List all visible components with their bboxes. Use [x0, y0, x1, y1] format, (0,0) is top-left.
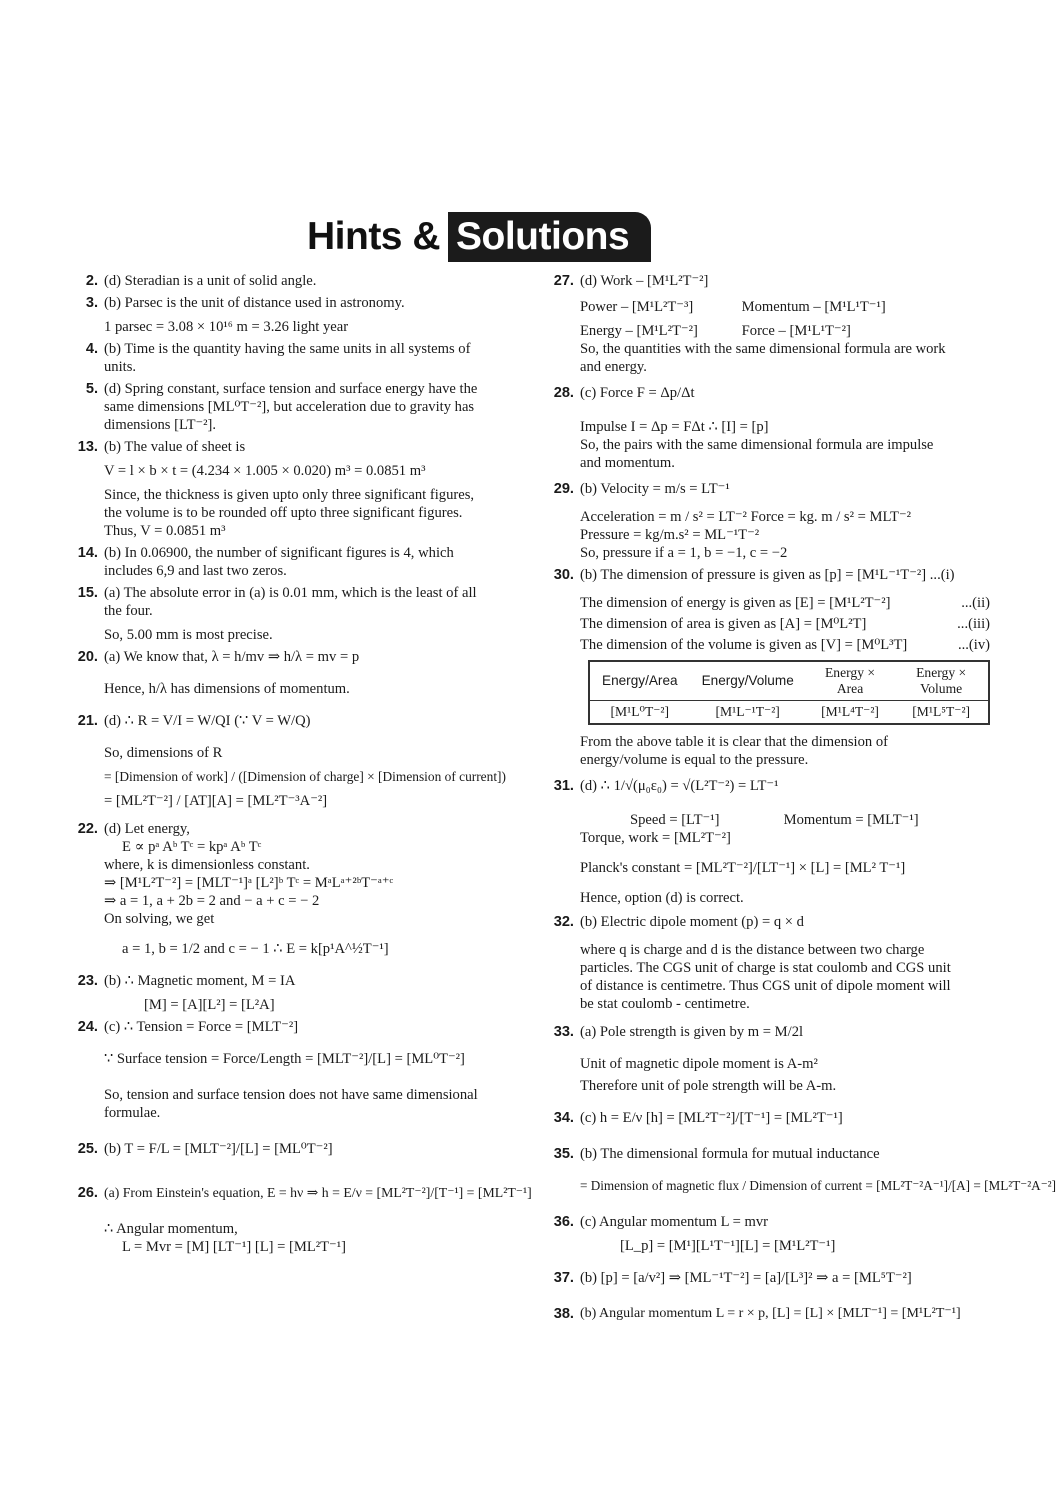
- solution-2: 2. (d) Steradian is a unit of solid angle.: [85, 273, 317, 289]
- solution-28: 28. (c) Force F = Δp/Δt Impulse I = Δp = FΔt ∴ [I] = [p] So, the pairs with the same dimensional formula are impulse and momentum.: [553, 385, 934, 471]
- solution-32: 32. (b) Electric dipole moment (p) = q × d where q is charge and d is the distance between two charge particles. The CGS unit of charge is stat coulomb and CGS unit of distance is centimetre. Thus CGS unit of dipole moment will be stat coulomb - centimetre.: [553, 914, 951, 1012]
- table-row: [589, 701, 989, 725]
- solution-3: 3. (b) Parsec is the unit of distance used in astronomy. 1 parsec = 3.08 × 10¹⁶ m = 3.26 light year: [85, 295, 405, 335]
- solution-5: 5. (d) Spring constant, surface tension and surface energy have the same dimensions [ML⁰T⁻²], but acceleration due to gravity has dimensions [LT⁻²].: [85, 381, 478, 433]
- solution-14: 14. (b) In 0.06900, the number of significant figures is 4, which includes 6,9 and last two zeros.: [77, 545, 454, 579]
- solution-25: 25. (b) T = F/L = [MLT⁻²]/[L] = [ML⁰T⁻²]: [77, 1141, 333, 1157]
- table-header: Energy/Volume: [690, 661, 806, 701]
- table-cell: [M¹L⁴T⁻²]: [821, 704, 879, 719]
- solution-29: 29. (b) Velocity = m/s = LT⁻¹ Acceleration = m / s² = LT⁻² Force = kg. m / s² = MLT⁻² Pressure = kg/m.s² = ML⁻¹T⁻² So, pressure if a = 1, b = −1, c = −2: [553, 481, 912, 561]
- solution-37: 37. (b) [p] = [a/v²] ⇒ [ML⁻¹T⁻²] = [a]/[L³]² ⇒ a = [ML⁵T⁻²]: [553, 1270, 912, 1286]
- title-part2: Solutions: [448, 212, 651, 262]
- solution-13: 13. (b) The value of sheet is V = l × b × t = (4.234 × 1.005 × 0.020) m³ = 0.0851 m³ Since, the thickness is given upto only three significant figures, the volume is to be rounded off upto three significant figures. Thus, V = 0.0851 m³: [77, 439, 475, 539]
- left-column: [72, 272, 532, 1260]
- solution-15: 15. (a) The absolute error in (a) is 0.01 mm, which is the least of all the four. So, 5.00 mm is most precise.: [77, 585, 477, 643]
- solution-24: 24. (c) ∴ Tension = Force = [MLT⁻²] ∵ Surface tension = Force/Length = [MLT⁻²]/[L] = [ML⁰T⁻²] So, tension and surface tension does not have same dimensional formulae.: [77, 1019, 478, 1121]
- solution-33: 33. (a) Pole strength is given by m = M/2l Unit of magnetic dipole moment is A-m² Therefore unit of pole strength will be A-m.: [553, 1024, 837, 1094]
- solution-34: 34. (c) h = E/ν [h] = [ML²T⁻²]/[T⁻¹] = [ML²T⁻¹]: [553, 1110, 843, 1126]
- solution-20: 20. (a) We know that, λ = h/mv ⇒ h/λ = mv = p Hence, h/λ has dimensions of momentum.: [77, 649, 360, 697]
- solution-22: 22. (d) Let energy, E ∝ pᵃ Aᵇ Tᶜ = kpᵃ Aᵇ Tᶜ where, k is dimensionless constant. ⇒ [M¹L²T⁻²] = [MLT⁻¹]ᵃ [L²]ᵇ Tᶜ = MᵃLᵃ⁺²ᵇT⁻ᵃ⁺ᶜ ⇒ a = 1, a + 2b = 2 and − a + c = − 2 On solving, we get a = 1, b = 1/2 and c = − 1 ∴ E = k[p¹A^½T⁻¹]: [77, 821, 394, 957]
- solution-38: 38. (b) Angular momentum L = r × p, [L] = [L] × [MLT⁻¹] = [M¹L²T⁻¹]: [553, 1306, 961, 1322]
- solution-21: 21. (d) ∴ R = V/I = W/QI (∵ V = W/Q) So, dimensions of R = [Dimension of work] / ([Dimension of charge] × [Dimension of current]) = [ML²T⁻²] / [AT][A] = [ML²T⁻³A⁻²]: [77, 713, 506, 809]
- right-column: [548, 272, 1056, 1327]
- solution-27: 27. (d) Work – [M¹L²T⁻²] Power – [M¹L²T⁻³] Momentum – [M¹L¹T⁻¹] Energy – [M¹L²T⁻²] Force – [M¹L¹T⁻²] So, the quantities with the same dimensional formula are work and energy.: [553, 273, 946, 375]
- solution-36: 36. (c) Angular momentum L = mvr [L_p] = [M¹][L¹T⁻¹][L] = [M¹L²T⁻¹]: [553, 1214, 836, 1254]
- solution-31: 31. (d) ∴ 1/√(μ₀ε₀) = √(L²T⁻²) = LT⁻¹ Speed = [LT⁻¹] Momentum = [MLT⁻¹] Torque, work = [ML²T⁻²] Planck's constant = [ML²T⁻²]/[LT⁻¹] × [L] = [ML² T⁻¹] Hence, option (d) is correct.: [553, 778, 919, 906]
- table-cell: [M¹L⁰T⁻²]: [610, 704, 670, 719]
- table-header: Energy × Volume: [894, 661, 989, 701]
- solution-4: 4. (b) Time is the quantity having the same units in all systems of units.: [85, 341, 471, 375]
- table-header: Energy × Area: [806, 661, 895, 701]
- table-cell: [M¹L⁻¹T⁻²]: [715, 704, 780, 719]
- dimension-table: [588, 660, 990, 725]
- solution-23: 23. (b) ∴ Magnetic moment, M = IA [M] = [A][L²] = [L²A]: [77, 973, 296, 1013]
- title-part1: Hints &: [307, 215, 440, 258]
- solution-30: 30. (b) The dimension of pressure is given as [p] = [M¹L⁻¹T⁻²] ...(i) The dimension of energy is given as [E] = [M¹L²T⁻²] ...(ii) The dimension of area is given as [A] = [M⁰L²T] ...(iii) The dimension of the volume is given as [V] = [M⁰L³T] ...(iv) Energy/Area Energy/Volume Energy × Area Energy × Volume [M¹L⁰T⁻²] [M¹L⁻¹T⁻²] [M¹L⁴T⁻²] [M¹L⁵T⁻²] From the above table it is clear that the dimension of energy/volume is equal to the pressure.: [553, 567, 990, 768]
- table-header: Energy/Area: [589, 661, 690, 701]
- page-title: [307, 212, 651, 262]
- solution-35: 35. (b) The dimensional formula for mutual inductance = Dimension of magnetic flux / Dimension of current = [ML²T⁻²A⁻¹]/[A] = [ML²T⁻²A⁻²]: [553, 1146, 1056, 1193]
- solution-26: 26. (a) From Einstein's equation, E = hν ⇒ h = E/ν = [ML²T⁻²]/[T⁻¹] = [ML²T⁻¹] ∴ Angular momentum, L = Mvr = [M] [LT⁻¹] [L] = [ML²T⁻¹]: [77, 1185, 532, 1255]
- table-cell: [M¹L⁵T⁻²]: [912, 704, 971, 719]
- table-header-row: [589, 661, 989, 701]
